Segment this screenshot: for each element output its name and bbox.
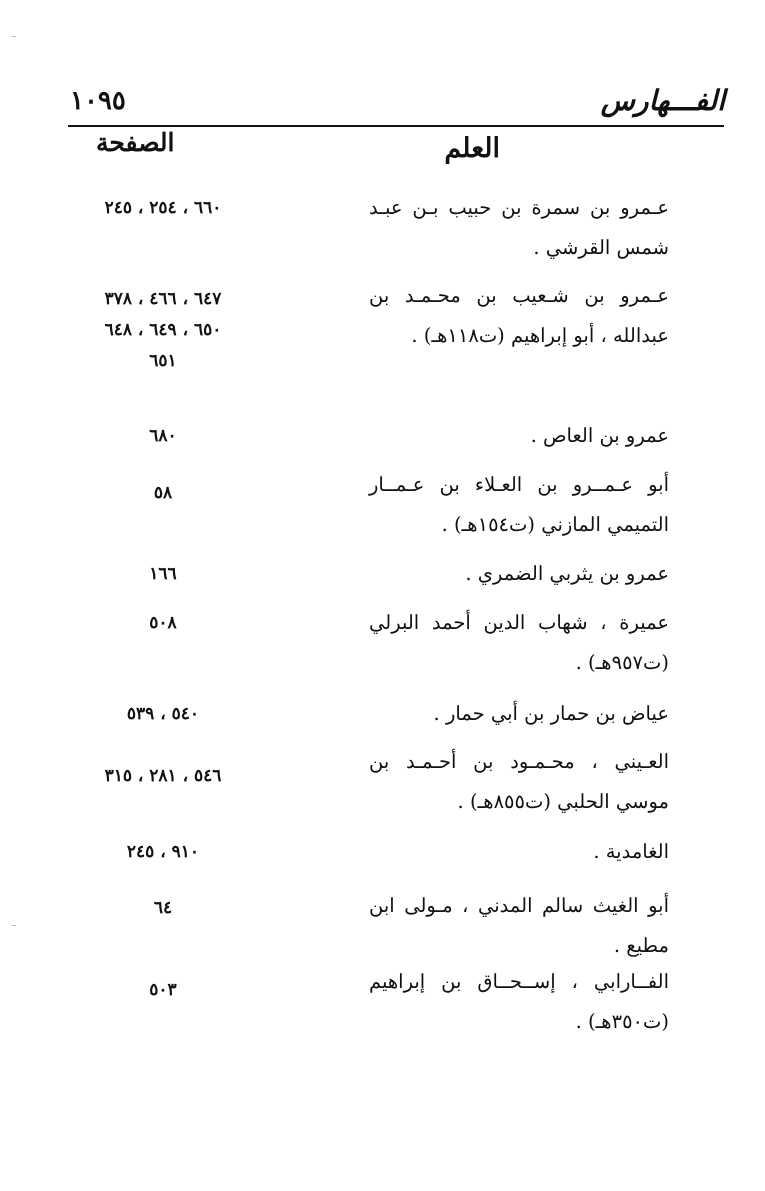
index-entry-name: عميرة ، شهاب الدين أحمد البرلي (ت٩٥٧هـ) .	[369, 611, 669, 674]
index-entry-name: عـمرو بن شـعيب بن محـمـد بن عبدالله ، أبو إبراهيم (ت١١٨هـ) .	[369, 284, 669, 347]
index-entry-pages: ٥٨	[153, 483, 173, 503]
index-entry-pages: ٦٨٠	[149, 426, 177, 446]
column-header-page: الصفحة	[96, 128, 175, 157]
running-title: الفـــهارس	[600, 84, 725, 117]
index-entry-pages: ٥٠٣	[149, 980, 177, 1000]
index-entry-pages: ٥٠٨	[149, 613, 177, 633]
index-entry-name: الغامدية .	[593, 840, 669, 863]
index-entry-pages: ٦٤٧ ، ٤٦٦ ، ٣٧٨ ٦٥٠ ، ٦٤٩ ، ٦٤٨ ٦٥١	[104, 289, 222, 371]
index-entry-pages: ٥٤٠ ، ٥٣٩	[126, 704, 200, 724]
index-entry-name: أبو عـمــرو بن العـلاء بن عـمــار التميمي المازني (ت١٥٤هـ) .	[369, 473, 669, 536]
header-rule	[68, 125, 724, 127]
index-entry-pages: ١٦٦	[149, 564, 177, 584]
index-entry-pages: ٦٦٠ ، ٢٥٤ ، ٢٤٥	[104, 198, 222, 218]
margin-mark	[12, 925, 16, 926]
index-entry-name: عـمرو بن سمرة بن حبيب بـن عبـد شمس القرشي .	[369, 196, 669, 259]
index-entry-pages: ٥٤٦ ، ٢٨١ ، ٣١٥	[104, 766, 222, 786]
page-number: ١٠٩٥	[70, 86, 126, 116]
column-header-name: العلم	[444, 133, 500, 164]
index-entry-pages: ٦٤	[153, 898, 173, 918]
index-entry-name: الفــارابي ، إســحــاق بن إبراهيم (ت٣٥٠هـ) .	[369, 970, 669, 1033]
index-entry-name: عمرو بن يثربي الضمري .	[465, 562, 669, 585]
index-entry-name: عياض بن حمار بن أبي حمار .	[433, 702, 669, 725]
margin-mark	[12, 36, 16, 37]
index-entry-pages: ٩١٠ ، ٢٤٥	[126, 842, 200, 862]
index-entry-name: عمرو بن العاص .	[530, 424, 669, 447]
index-entry-name: أبو الغيث سالم المدني ، مـولى ابن مطيع .	[369, 894, 669, 957]
index-entry-name: العـيني ، محـمـود بن أحـمـد بن موسي الحلبي (ت٨٥٥هـ) .	[369, 750, 669, 813]
